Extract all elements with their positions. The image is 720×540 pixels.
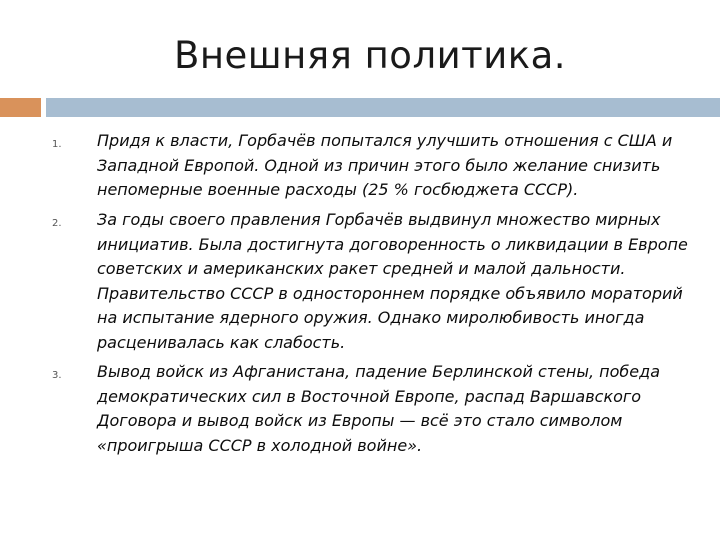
accent-bar [0, 98, 720, 117]
list-item-text: Придя к власти, Горбачёв попытался улучшить отношения с США и Западной Европой. Одной из причин этого было желание снизить непомерные военные расходы (25 % госбюджета СССР). [97, 131, 673, 199]
list-item-text: Вывод войск из Афганистана, падение Берлинской стены, победа демократических сил в Восточной Европе, распад Варшавского Договора и вывод войск из Европы — всё это стало символом «проигрыша СССР в холодной войне». [97, 362, 660, 455]
slide-title: Внешняя политика. [173, 34, 567, 77]
list-item-number: 1. [52, 139, 62, 150]
accent-bar-blue [46, 98, 720, 117]
accent-bar-orange [0, 98, 41, 117]
list-item-number: 2. [52, 218, 62, 229]
list-item-text: За годы своего правления Горбачёв выдвинул множество мирных инициатив. Была достигнута договоренность о ликвидации в Европе советских и американских ракет средней и малой дальности. Правительство СССР в одностороннем порядке объявило мораторий на испытание ядерного оружия. Однако миролюбивость иногда расценивалась как слабость. [97, 210, 688, 352]
list-item-number: 3. [52, 370, 62, 381]
